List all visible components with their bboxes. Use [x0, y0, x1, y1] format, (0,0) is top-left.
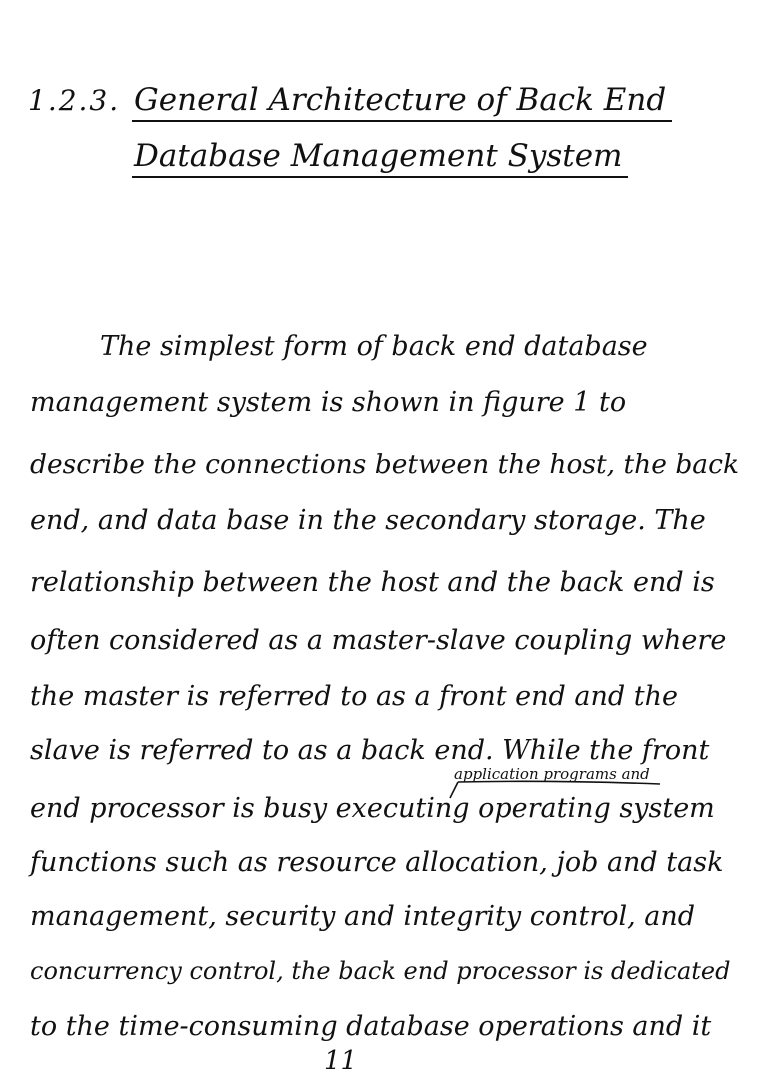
body-line-9: end processor is busy executing operating system [30, 793, 715, 824]
body-line-5: relationship between the host and the back end is [30, 567, 715, 598]
body-line-6: often considered as a master-slave coupling where [30, 625, 727, 656]
body-line-3: describe the connections between the host, the back [30, 449, 740, 480]
section-number: 1.2.3. [28, 84, 121, 117]
body-line-4: end, and data base in the secondary storage. The [30, 505, 706, 536]
body-line-1: The simplest form of back end database [100, 331, 648, 362]
body-line-11: management, security and integrity control, and [30, 901, 696, 932]
section-title-line-2: Database Management System [132, 136, 628, 178]
body-line-2: management system is shown in figure 1 to [30, 387, 627, 418]
body-line-13: to the time-consuming database operations and it [30, 1011, 712, 1042]
body-line-7: the master is referred to as a front end and the [30, 681, 678, 712]
body-line-12: concurrency control, the back end processor is dedicated [30, 957, 731, 985]
insertion-note: application programs and [454, 765, 650, 783]
page-number: 11 [324, 1046, 358, 1076]
body-line-8: slave is referred to as a back end. While the front [30, 735, 710, 766]
section-title-line-1: General Architecture of Back End [132, 80, 672, 122]
body-line-10: functions such as resource allocation, job and task [30, 847, 724, 878]
